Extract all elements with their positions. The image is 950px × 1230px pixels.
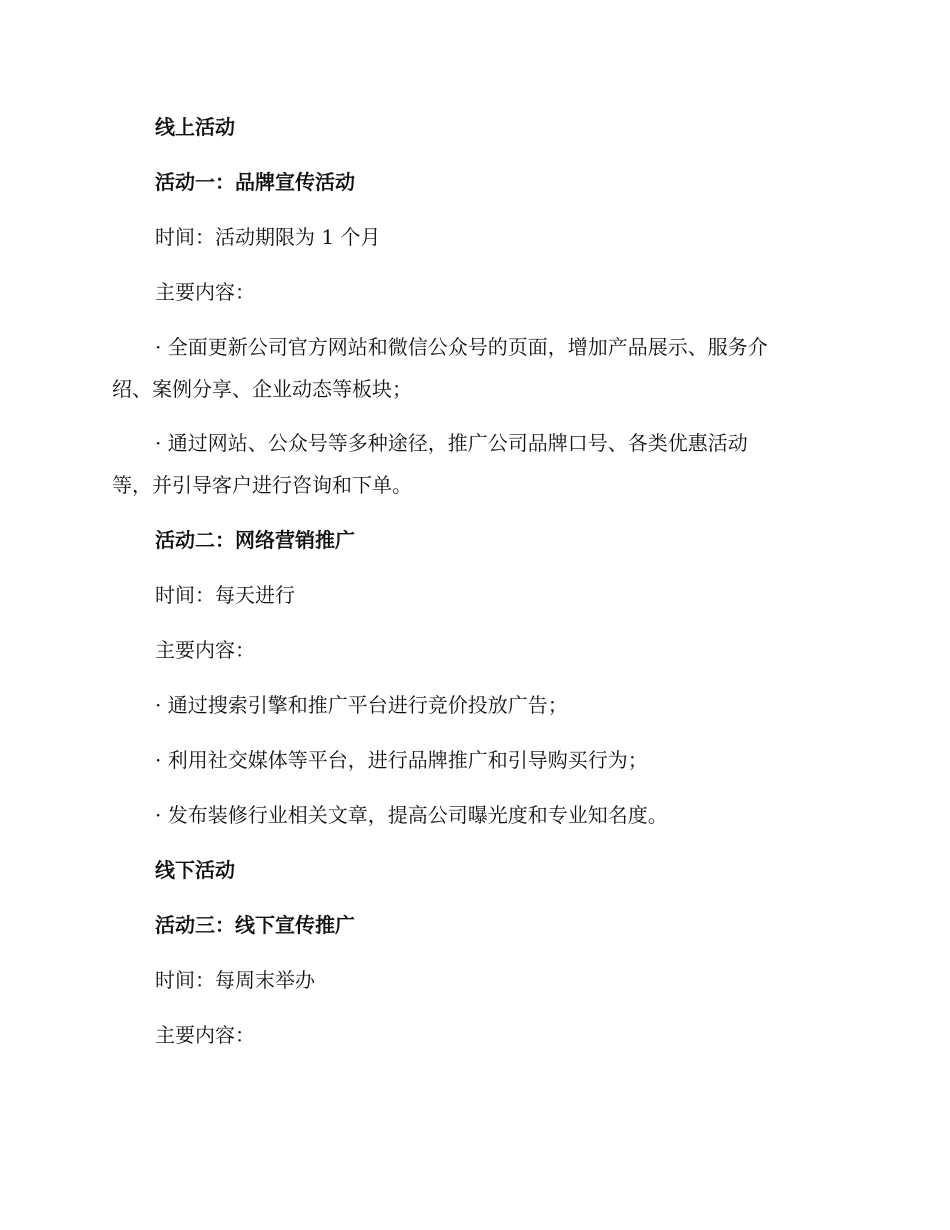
activity3-title: 活动三：线下宣传推广: [155, 913, 355, 937]
activity1-title: 活动一：品牌宣传活动: [155, 170, 355, 194]
activity3-time: 时间：每周末举办: [155, 968, 315, 992]
activity1-bullet1-line2: 绍、案例分享、企业动态等板块；: [112, 377, 412, 401]
offline-activities-heading: 线下活动: [155, 858, 235, 882]
activity1-bullet2-line2: 等，并引导客户进行咨询和下单。: [112, 473, 412, 497]
activity1-time: 时间：活动期限为 1 个月: [155, 225, 381, 249]
activity1-bullet2-line1: · 通过网站、公众号等多种途径，推广公司品牌口号、各类优惠活动: [155, 431, 748, 455]
activity2-time: 时间：每天进行: [155, 583, 295, 607]
activity1-bullet1-line1: · 全面更新公司官方网站和微信公众号的页面，增加产品展示、服务介: [155, 335, 768, 359]
activity3-content-label: 主要内容：: [155, 1023, 255, 1047]
activity2-bullet1: · 通过搜索引擎和推广平台进行竞价投放广告；: [155, 693, 568, 717]
activity2-title: 活动二：网络营销推广: [155, 528, 355, 552]
online-activities-heading: 线上活动: [155, 115, 235, 139]
activity1-content-label: 主要内容：: [155, 280, 255, 304]
activity2-bullet3: · 发布装修行业相关文章，提高公司曝光度和专业知名度。: [155, 803, 668, 827]
activity2-bullet2: · 利用社交媒体等平台，进行品牌推广和引导购买行为；: [155, 748, 648, 772]
activity2-content-label: 主要内容：: [155, 638, 255, 662]
